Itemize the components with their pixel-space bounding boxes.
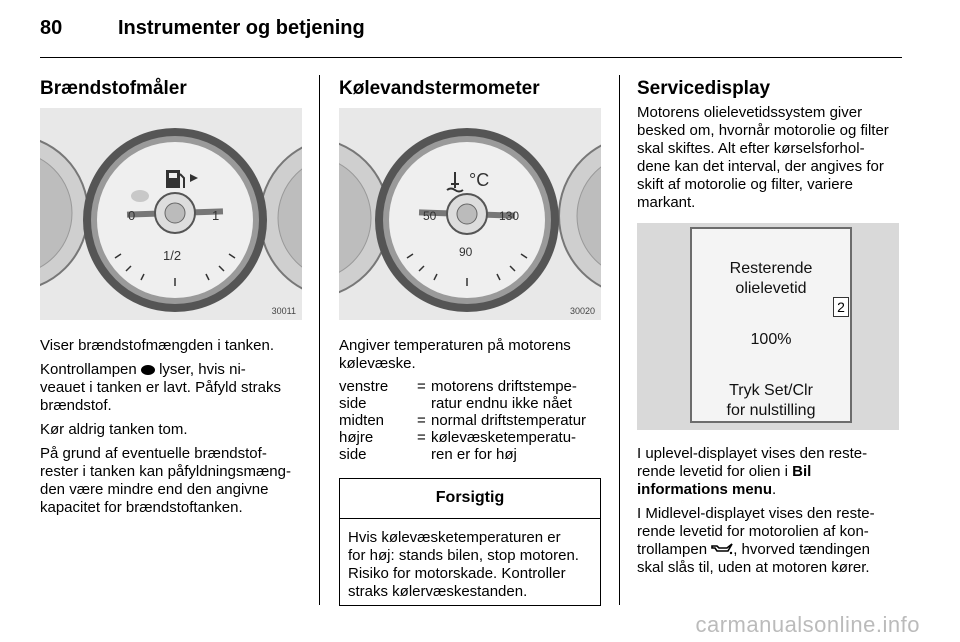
fuel-p4-line-2: rester i tanken kan påfyldningsmæng- xyxy=(40,463,291,480)
fuel-paragraph-4 xyxy=(40,445,310,517)
column-divider-2 xyxy=(619,75,620,605)
coolant-scale-mid: 90 xyxy=(459,245,473,259)
fuel-scale-full: 1 xyxy=(212,208,220,223)
term-middle: midten xyxy=(339,412,385,429)
caution-line-1: Hvis kølevæsketemperaturen er xyxy=(348,529,561,546)
equals-sign: = xyxy=(417,378,426,395)
fuel-p4-line-1: På grund af eventuelle brændstof- xyxy=(40,445,267,462)
bil-bold: Bil xyxy=(792,463,812,480)
display-line-tryk: Tryk Set/Clr xyxy=(729,382,813,399)
fuel-gauge-illustration xyxy=(40,108,302,320)
coolant-paragraph-1 xyxy=(339,337,609,373)
def-right-2: ren er for høj xyxy=(431,446,517,463)
caution-line-2: for høj: stands bilen, stop motoren. xyxy=(348,547,579,564)
header-rule xyxy=(40,57,902,58)
coolant-gauge-figure xyxy=(339,108,601,320)
fuel-p2-line-2: veauet i tanken er lavt. Påfyld straks xyxy=(40,379,281,396)
coolant-p1-line-1: Angiver temperaturen på motorens xyxy=(339,337,571,354)
coolant-p1-line-2: kølevæske. xyxy=(339,355,416,372)
service-p2-line-2: rende levetid for olien i xyxy=(637,463,788,480)
service-display-figure xyxy=(637,223,899,430)
fuel-figure-number: 30011 xyxy=(271,306,296,316)
service-p2-period: . xyxy=(772,481,777,498)
fuel-text xyxy=(40,337,310,517)
display-line-olielevetid: olielevetid xyxy=(735,280,807,297)
equals-sign: = xyxy=(417,429,426,446)
fuel-gauge-figure xyxy=(40,108,302,320)
service-paragraph-1 xyxy=(637,104,912,212)
table-row xyxy=(339,378,609,412)
caution-line-3: Risiko for motorskade. Kontroller xyxy=(348,565,566,582)
service-p3-line-2: rende levetid for motorolien af kon- xyxy=(637,523,869,540)
service-paragraph-3 xyxy=(637,505,912,577)
watermark: carmanualsonline.info xyxy=(695,612,920,637)
service-p3-line-3a: trollampen xyxy=(637,541,708,558)
coolant-scale-low: 50 xyxy=(423,209,437,223)
service-p2-line-1: I uplevel-displayet vises den reste- xyxy=(637,445,868,462)
term-right-1: højre xyxy=(339,429,374,446)
service-p1-line-6: markant. xyxy=(637,194,696,211)
fuel-p2-line-1: Kontrollampen xyxy=(40,361,137,378)
term-left-1: venstre xyxy=(339,378,389,395)
def-left-1: motorens driftstempe- xyxy=(431,378,577,395)
def-right-1: kølevæsketemperatu- xyxy=(431,429,577,446)
warning-lamp-icon xyxy=(141,365,155,375)
page-number: 80 xyxy=(40,17,63,39)
equals-sign: = xyxy=(417,412,426,429)
def-left-2: ratur endnu ikke nået xyxy=(431,395,572,412)
def-middle: normal driftstemperatur xyxy=(431,412,587,429)
fuel-p4-line-4: kapacitet for brændstoftanken. xyxy=(40,499,243,516)
coolant-definitions-table xyxy=(339,378,609,463)
fuel-p4-line-3: den være mindre end den angivne xyxy=(40,481,269,498)
service-p1-line-1: Motorens olielevetidssystem giver xyxy=(637,104,863,121)
service-p1-line-5: skift af motorolie og filter, variere xyxy=(637,176,853,193)
display-side-number: 2 xyxy=(833,297,849,317)
fuel-scale-empty: 0 xyxy=(128,208,136,223)
table-row xyxy=(339,429,609,463)
service-p3-line-1: I Midlevel-displayet vises den reste- xyxy=(637,505,875,522)
term-left-2: side xyxy=(339,395,367,412)
fuel-p2-line-3: brændstof. xyxy=(40,397,112,414)
fuel-paragraph-3: Kør aldrig tanken tom. xyxy=(40,421,188,438)
caution-text xyxy=(340,519,600,609)
fuel-scale-half: 1/2 xyxy=(163,248,182,263)
service-p3-line-3b: , hvorved tændingen xyxy=(733,541,870,558)
fuel-paragraph-2 xyxy=(40,361,310,415)
coolant-unit-label: °C xyxy=(469,170,490,190)
caution-box xyxy=(339,478,601,606)
service-p1-line-4: dene kan det interval, der angives for xyxy=(637,158,884,175)
coolant-figure-number: 30020 xyxy=(569,306,595,316)
term-right-2: side xyxy=(339,446,367,463)
fuel-heading: Brændstofmåler xyxy=(40,78,187,99)
service-p3-line-4: skal slås til, uden at motoren kører. xyxy=(637,559,870,576)
informations-menu-bold: informations menu xyxy=(637,481,773,498)
service-p1-line-2: besked om, hvornår motorolie og filter xyxy=(637,122,889,139)
oil-can-icon xyxy=(711,543,733,555)
coolant-heading: Kølevandstermometer xyxy=(339,78,540,99)
service-paragraph-2 xyxy=(637,445,912,499)
fuel-p2-line-1b: lyser, hvis ni- xyxy=(159,361,246,378)
service-heading: Servicedisplay xyxy=(637,78,771,99)
display-percent: 100% xyxy=(750,331,792,348)
service-p1-line-3: skal skiftes. Alt efter kørselsforhol- xyxy=(637,140,865,157)
fuel-paragraph-1: Viser brændstofmængden i tanken. xyxy=(40,337,275,354)
display-line-resterende: Resterende xyxy=(729,260,813,277)
caution-title: Forsigtig xyxy=(340,479,600,519)
table-row xyxy=(339,412,609,429)
column-divider-1 xyxy=(319,75,320,605)
coolant-gauge-illustration xyxy=(339,108,601,320)
display-line-nulstilling: for nulstilling xyxy=(726,402,816,419)
page-title: Instrumenter og betjening xyxy=(118,17,365,39)
coolant-scale-high: 130 xyxy=(499,209,520,223)
caution-line-4: straks kølervæskestanden. xyxy=(348,583,528,600)
service-display-panel xyxy=(690,227,852,423)
